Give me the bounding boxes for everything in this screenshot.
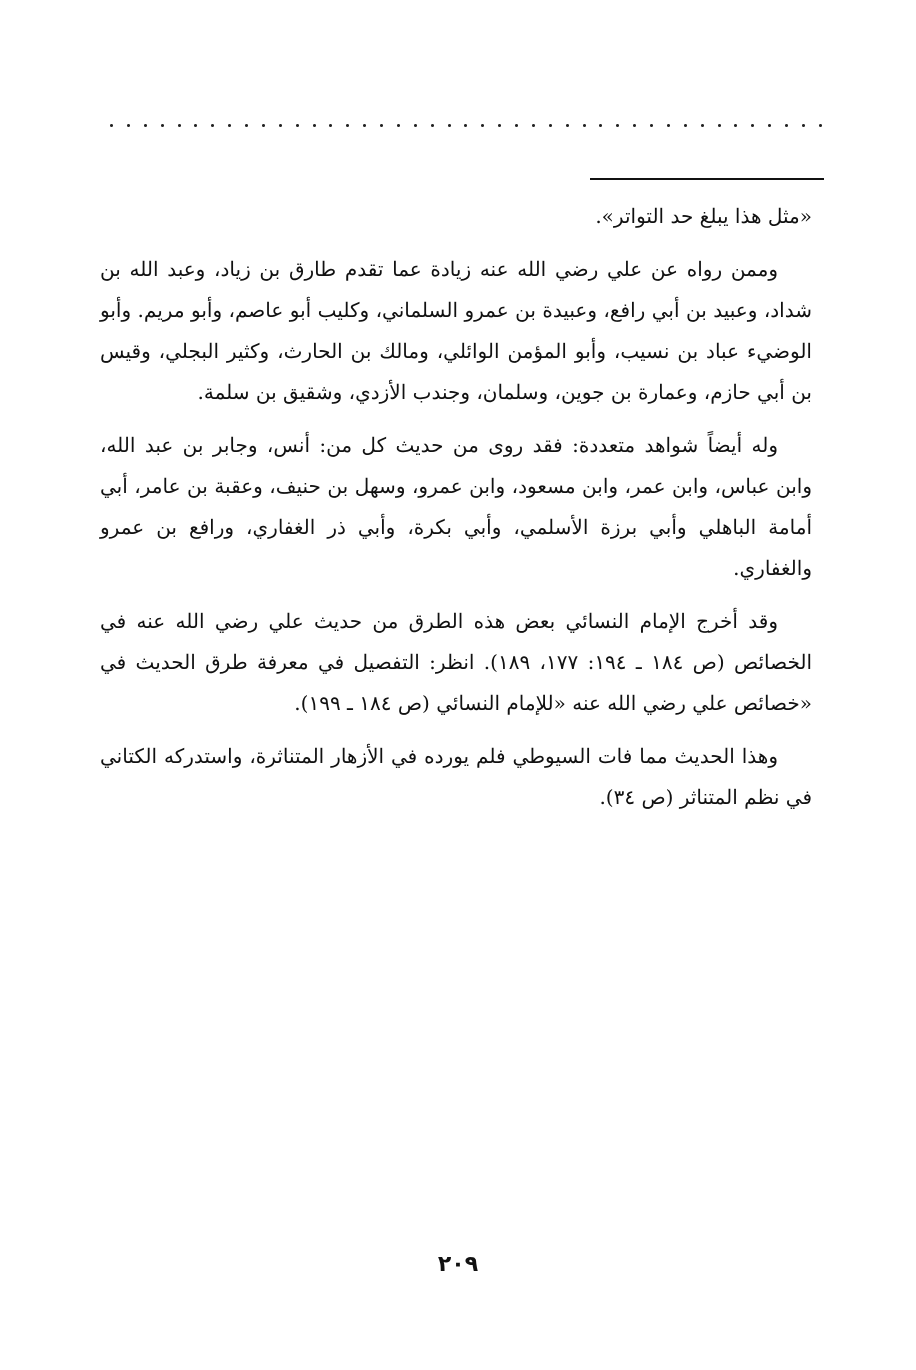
separator-dot: [498, 124, 501, 127]
separator-dot: [380, 124, 383, 127]
separator-dot: [414, 124, 417, 127]
page-body: [100, 196, 812, 830]
footnote-rule: [590, 178, 824, 180]
separator-dot: [549, 124, 552, 127]
separator-dot: [718, 124, 721, 127]
separator-dot: [228, 124, 231, 127]
separator-dot: [515, 124, 518, 127]
separator-dot: [464, 124, 467, 127]
separator-dot: [802, 124, 805, 127]
paragraph-witnesses: وله أيضاً شواهد متعددة: فقد روى من حديث كل من: أنس، وجابر بن عبد الله، وابن عباس، وابن عمر، وابن مسعود، وابن عمرو، وسهل بن حنيف، وعقبة بن عامر، أبي أمامة الباهلي وأبي برزة الأسلمي، وأبي بكرة، وأبي ذر الغفاري، ورافع بن عمرو والغفاري.: [100, 433, 812, 580]
paragraph-nasai: وقد أخرج الإمام النسائي بعض هذه الطرق من حديث علي رضي الله عنه في الخصائص (ص ١٨٤ ـ ١٩٤: ١٧٧، ١٨٩). انظر: التفصيل في معرفة طرق الحديث في «خصائص علي رضي الله عنه «للإمام النسائي (ص ١٨٤ ـ ١٩٩).: [100, 609, 813, 715]
separator-dot: [397, 124, 400, 127]
separator-dot: [701, 124, 704, 127]
separator-dot: [448, 124, 451, 127]
separator-dot: [329, 124, 332, 127]
separator-dot: [633, 124, 636, 127]
separator-dot: [684, 124, 687, 127]
separator-dot: [650, 124, 653, 127]
footnote-intro: «مثل هذا يبلغ حد التواتر».: [595, 204, 812, 228]
separator-dot: [616, 124, 619, 127]
separator-dot: [751, 124, 754, 127]
paragraph-narrators: وممن رواه عن علي رضي الله عنه زيادة عما تقدم طارق بن زياد، وعبد الله بن شداد، وعبيد بن أبي رافع، وعبيدة بن عمرو السلماني، وكليب أبو عاصم، وأبو مريم. وأبو الوضيء عباد بن نسيب، وأبو المؤمن الوائلي، ومالك بن الحارث، وكثير البجلي، وقيس بن أبي حازم، وعمارة بن جوين، وسلمان، وجندب الأزدي، وشقيق بن سلمة.: [100, 257, 812, 404]
separator-dot: [262, 124, 265, 127]
separator-dot: [313, 124, 316, 127]
separator-dot: [481, 124, 484, 127]
separator-dot: [144, 124, 147, 127]
separator-dot: [346, 124, 349, 127]
separator-dot: [363, 124, 366, 127]
separator-dot: [819, 124, 822, 127]
separator-dot: [566, 124, 569, 127]
separator-dot: [431, 124, 434, 127]
separator-dot: [127, 124, 130, 127]
page-number: ٢٠٩: [437, 1252, 479, 1277]
separator-dot: [667, 124, 670, 127]
separator-dot: [161, 124, 164, 127]
separator-dot: [768, 124, 771, 127]
paragraph-suyuti: وهذا الحديث مما فات السيوطي فلم يورده في الأزهار المتناثرة، واستدركه الكتاني في نظم المتناثر (ص ٣٤).: [100, 744, 812, 809]
separator-dot: [178, 124, 181, 127]
separator-dot: [279, 124, 282, 127]
separator-dot: [296, 124, 299, 127]
dotted-separator: [110, 118, 822, 132]
separator-dot: [785, 124, 788, 127]
separator-dot: [599, 124, 602, 127]
separator-dot: [245, 124, 248, 127]
separator-dot: [532, 124, 535, 127]
separator-dot: [734, 124, 737, 127]
separator-dot: [110, 124, 113, 127]
separator-dot: [211, 124, 214, 127]
separator-dot: [194, 124, 197, 127]
separator-dot: [583, 124, 586, 127]
